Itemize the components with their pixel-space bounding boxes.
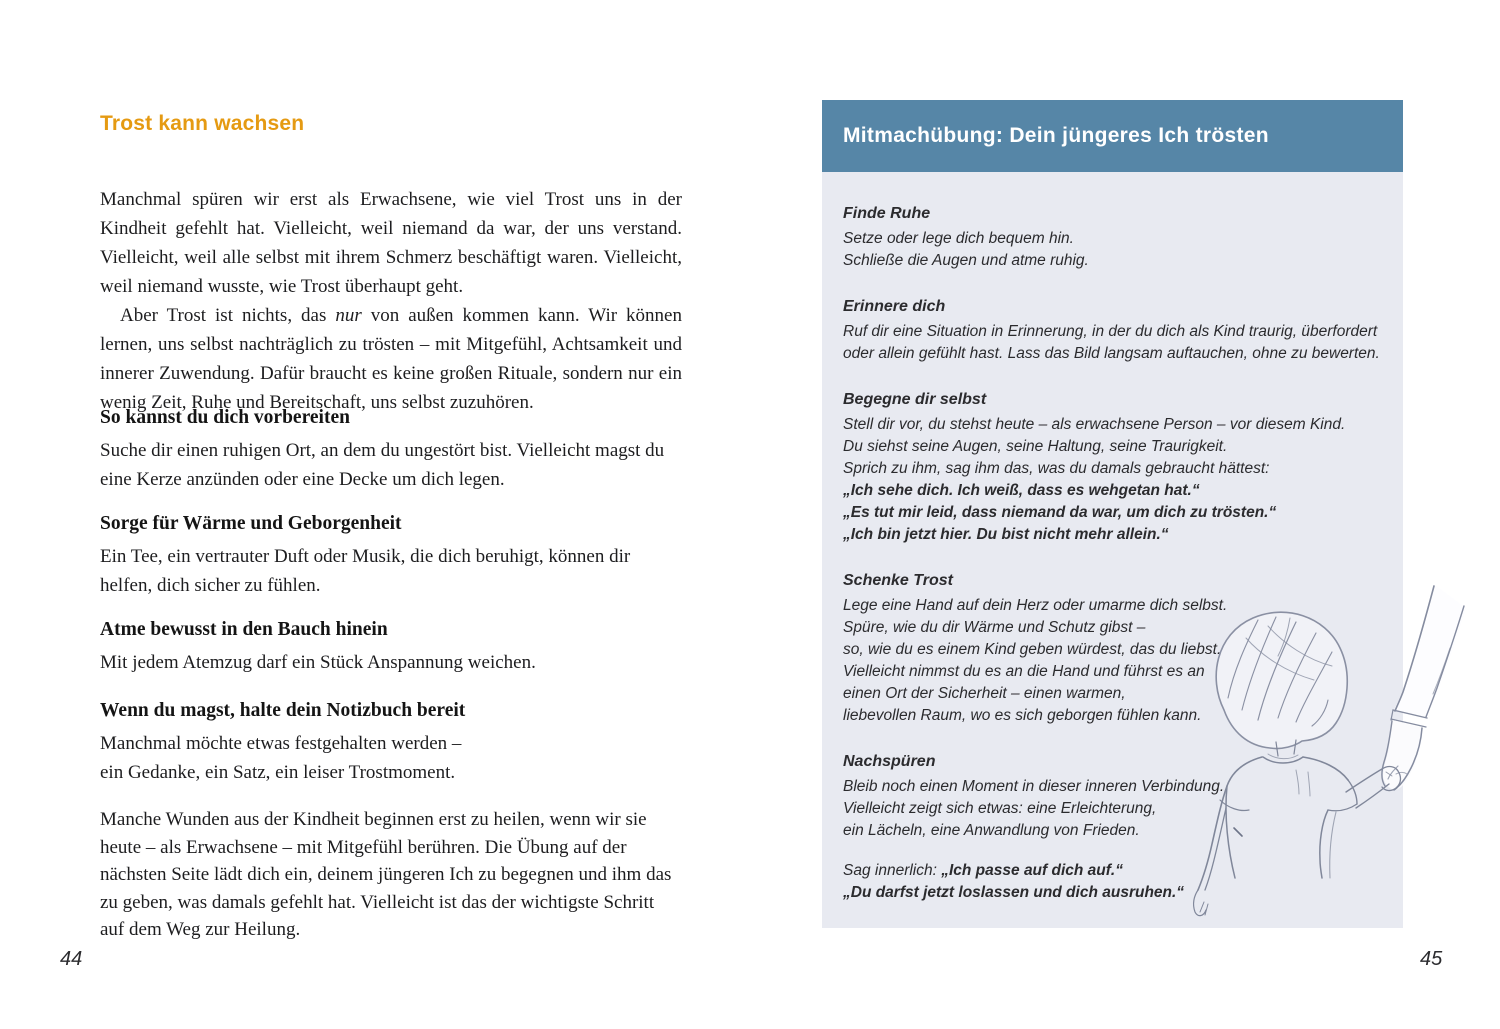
exercise-line: Schließe die Augen und atme ruhig. <box>843 252 1089 269</box>
section-body-prepare: Suche dir einen ruhigen Ort, an dem du ungestört bist. Vielleicht magst du eine Kerze anzünden oder eine Decke um dich legen. <box>100 440 665 490</box>
exercise-line: einen Ort der Sicherheit – einen warmen, <box>843 685 1126 702</box>
exercise-line: so, wie du es einem Kind geben würdest, das du liebst. <box>843 641 1222 658</box>
section-body-notebook <box>100 730 682 787</box>
exercise-line: Sprich zu ihm, sag ihm das, was du damals gebraucht hättest: <box>843 460 1270 477</box>
exercise-line: Bleib noch einen Moment in dieser inneren Verbindung. <box>843 778 1225 795</box>
section-body-warmth: Ein Tee, ein vertrauter Duft oder Musik, die dich beruhigt, können dir helfen, dich sicher zu fühlen. <box>100 546 631 596</box>
exercise-quote-line: „Ich sehe dich. Ich weiß, dass es wehgetan hat.“ <box>843 482 1200 499</box>
child-figure <box>1194 740 1401 916</box>
closing-quote-1: „Ich passe auf dich auf.“ <box>941 862 1123 879</box>
exercise-line: Ruf dir eine Situation in Erinnerung, in der du dich als Kind traurig, überfordert <box>843 323 1378 340</box>
section-heading-prepare: So kannst du dich vorbereiten <box>100 407 350 428</box>
exercise-line: Vielleicht zeigt sich etwas: eine Erleichterung, <box>843 800 1157 817</box>
section-heading-breathe: Atme bewusst in den Bauch hinein <box>100 619 388 640</box>
exercise-box-title: Mitmachübung: Dein jüngeres Ich trösten <box>843 124 1269 147</box>
intro-paragraph-1: Manchmal spüren wir erst als Erwachsene, wie viel Trost uns in der Kindheit gefehlt hat. Vielleicht, weil niemand da war, der uns verstand. Vielleicht, weil alle selbst mit ihrem Schmerz beschäftigt waren. Vielleicht, weil niemand wusste, wie Trost überhaupt geht. <box>100 189 682 297</box>
exercise-section-heading: Erinnere dich <box>843 298 946 315</box>
exercise-closing-line-2: „Du darfst jetzt loslassen und dich ausruhen.“ <box>843 884 1185 901</box>
intro-paragraph-2 <box>100 301 682 417</box>
page-number-left: 44 <box>60 948 83 970</box>
exercise-box-header <box>822 100 1403 172</box>
intro-p2-italic-word: nur <box>335 305 362 326</box>
exercise-section-remember <box>843 296 1403 365</box>
exercise-section-heading: Begegne dir selbst <box>843 391 987 408</box>
exercise-line: Stell dir vor, du stehst heute – als erwachsene Person – vor diesem Kind. <box>843 416 1346 433</box>
intro-p2-after: von außen kommen kann. Wir können lernen, uns selbst nachträglich zu trösten – mit Mitgefühl, Achtsamkeit und innerer Zuwendung. Dafür braucht es keine großen Rituale, sondern nur ein wenig Zeit, Ruhe und Bereitschaft, uns selbst zuzuhören. <box>100 305 682 413</box>
section-body-breathe: Mit jedem Atemzug darf ein Stück Anspannung weichen. <box>100 652 536 673</box>
exercise-line: Lege eine Hand auf dein Herz oder umarme dich selbst. <box>843 597 1228 614</box>
exercise-quote-line: „Ich bin jetzt hier. Du bist nicht mehr allein.“ <box>843 526 1169 543</box>
notebook-line-1: Manchmal möchte etwas festgehalten werden – <box>100 733 462 754</box>
intro-p2-before: Aber Trost ist nichts, das <box>120 305 336 326</box>
exercise-line: Spüre, wie du dir Wärme und Schutz gibst – <box>843 619 1146 636</box>
exercise-section-meet-yourself <box>843 389 1403 546</box>
exercise-line: Vielleicht nimmst du es an die Hand und führst es an <box>843 663 1205 680</box>
exercise-section-heading: Nachspüren <box>843 753 936 770</box>
exercise-section-find-calm <box>843 203 1403 272</box>
left-page-heading: Trost kann wachsen <box>100 112 305 135</box>
page-number-right: 45 <box>1420 948 1443 970</box>
exercise-quote-line: „Es tut mir leid, dass niemand da war, um dich zu trösten.“ <box>843 504 1277 521</box>
section-heading-notebook: Wenn du magst, halte dein Notizbuch bereit <box>100 700 466 721</box>
exercise-line: oder allein gefühlt hast. Lass das Bild langsam auftauchen, ohne zu bewerten. <box>843 345 1380 362</box>
child-holding-hand-illustration <box>1150 560 1500 940</box>
notebook-line-2: ein Gedanke, ein Satz, ein leiser Trostmoment. <box>100 761 456 783</box>
exercise-line: Du siehst seine Augen, seine Haltung, seine Traurigkeit. <box>843 438 1228 455</box>
exercise-line: liebevollen Raum, wo es sich geborgen fühlen kann. <box>843 707 1202 724</box>
exercise-line: Setze oder lege dich bequem hin. <box>843 230 1074 247</box>
exercise-section-heading: Schenke Trost <box>843 572 953 589</box>
closing-paragraph: Manche Wunden aus der Kindheit beginnen erst zu heilen, wenn wir sie heute – als Erwachsene – mit Mitgefühl berühren. Die Übung auf der nächsten Seite lädt dich ein, deinem jüngeren Ich zu begegnen und ihm das zu geben, was damals gefehlt hat. Vielleicht ist das der wichtigste Schritt auf dem Weg zur Heilung. <box>100 809 672 940</box>
exercise-line: ein Lächeln, eine Anwandlung von Frieden. <box>843 822 1140 839</box>
child-hair <box>1216 612 1347 748</box>
closing-lead: Sag innerlich: <box>843 862 942 879</box>
exercise-section-heading: Finde Ruhe <box>843 205 931 222</box>
adult-arm <box>1382 585 1466 790</box>
section-heading-warmth: Sorge für Wärme und Geborgenheit <box>100 513 402 534</box>
